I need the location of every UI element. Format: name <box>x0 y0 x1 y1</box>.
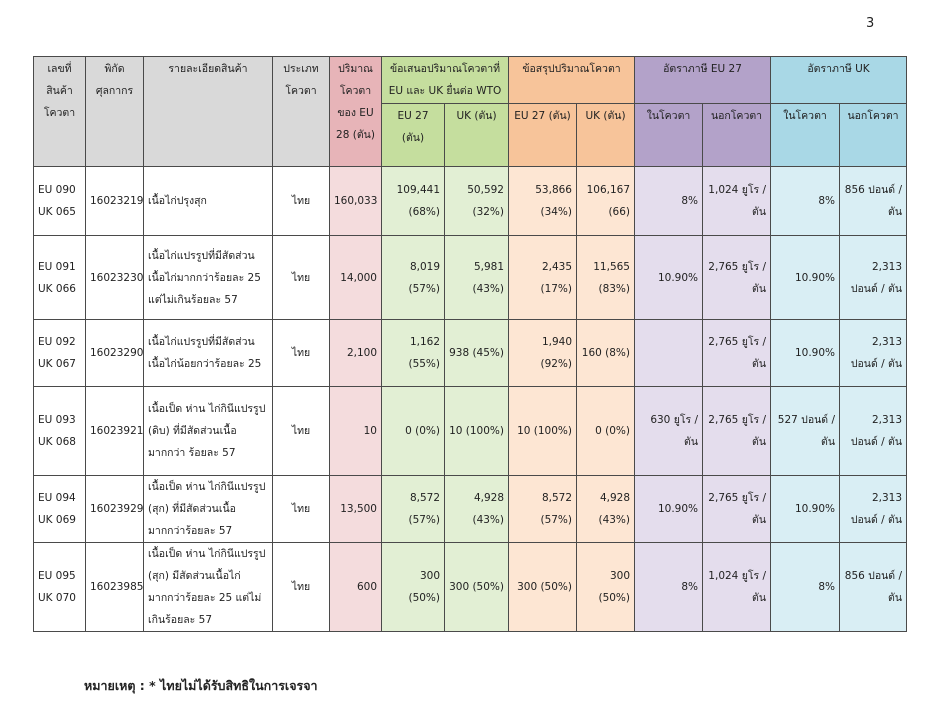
header-eu27-tariff: อัตราภาษี EU 27 <box>635 57 771 104</box>
cell-eu28-volume: 10 <box>330 387 382 476</box>
table-row <box>34 387 907 476</box>
cell-eu-out-quota: 2,765 ยูโร / ตัน <box>703 236 771 320</box>
cell-eu-in-quota: 10.90% <box>635 476 703 543</box>
subheader-uk-in-quota: ในโควตา <box>771 104 840 167</box>
cell-quota-no: EU 094 UK 069 <box>34 476 86 543</box>
cell-wto-eu27: 0 (0%) <box>382 387 445 476</box>
subheader-wto-eu27: EU 27 (ตัน) <box>382 104 445 167</box>
cell-description: เนื้อไก่แปรรูปที่มีสัดส่วนเนื้อไก่น้อยกว่าร้อยละ 25 <box>144 320 273 387</box>
cell-wto-uk: 50,592 (32%) <box>445 167 509 236</box>
header-wto-proposal: ข้อเสนอปริมาณโควตาที่ EU และ UK ยื่นต่อ WTO <box>382 57 509 104</box>
quota-table <box>33 56 907 632</box>
cell-uk-out-quota: 2,313 ปอนด์ / ตัน <box>840 236 907 320</box>
table-row <box>34 167 907 236</box>
table-row <box>34 320 907 387</box>
cell-eu28-volume: 160,033 <box>330 167 382 236</box>
cell-quota-no: EU 091 UK 066 <box>34 236 86 320</box>
cell-summary-eu27: 2,435 (17%) <box>509 236 577 320</box>
cell-description: เนื้อเป็ด ห่าน ไก่กินีแปรรูป (ดิบ) ที่มีสัดส่วนเนื้อมากกว่า ร้อยละ 57 <box>144 387 273 476</box>
cell-quota-type: ไทย <box>273 167 330 236</box>
page-number: 3 <box>866 16 875 31</box>
cell-description: เนื้อไก่แปรรูปที่มีสัดส่วนเนื้อไก่มากกว่าร้อยละ 25 แต่ไม่เกินร้อยละ 57 <box>144 236 273 320</box>
cell-hs-code: 16023985 <box>86 543 144 632</box>
subheader-wto-uk: UK (ตัน) <box>445 104 509 167</box>
cell-uk-out-quota: 2,313 ปอนด์ / ตัน <box>840 387 907 476</box>
cell-hs-code: 16023290 <box>86 320 144 387</box>
table-row <box>34 236 907 320</box>
cell-uk-in-quota: 10.90% <box>771 476 840 543</box>
cell-eu-in-quota <box>635 320 703 387</box>
cell-eu-in-quota: 8% <box>635 543 703 632</box>
header-hs-code: พิกัดศุลกากร <box>86 57 144 167</box>
cell-summary-uk: 4,928 (43%) <box>577 476 635 543</box>
header-eu28-volume: ปริมาณโควตาของ EU 28 (ตัน) <box>330 57 382 167</box>
table-row <box>34 476 907 543</box>
cell-summary-uk: 106,167 (66) <box>577 167 635 236</box>
cell-uk-in-quota: 527 ปอนด์ / ตัน <box>771 387 840 476</box>
cell-quota-no: EU 092 UK 067 <box>34 320 86 387</box>
cell-wto-uk: 300 (50%) <box>445 543 509 632</box>
cell-quota-no: EU 090 UK 065 <box>34 167 86 236</box>
cell-eu-out-quota: 1,024 ยูโร / ตัน <box>703 543 771 632</box>
cell-hs-code: 16023921 <box>86 387 144 476</box>
cell-eu-in-quota: 10.90% <box>635 236 703 320</box>
table-row <box>34 543 907 632</box>
cell-wto-eu27: 8,019 (57%) <box>382 236 445 320</box>
cell-uk-out-quota: 856 ปอนด์ / ตัน <box>840 167 907 236</box>
cell-quota-type: ไทย <box>273 387 330 476</box>
cell-uk-out-quota: 2,313 ปอนด์ / ตัน <box>840 320 907 387</box>
cell-description: เนื้อเป็ด ห่าน ไก่กินีแปรรูป (สุก) มีสัดส่วนเนื้อไก่มากกว่าร้อยละ 25 แต่ไม่เกินร้อยละ 57 <box>144 543 273 632</box>
header-uk-tariff: อัตราภาษี UK <box>771 57 907 104</box>
header-summary: ข้อสรุปปริมาณโควตา <box>509 57 635 104</box>
cell-description: เนื้อเป็ด ห่าน ไก่กินีแปรรูป (สุก) ที่มีสัดส่วนเนื้อมากกว่าร้อยละ 57 <box>144 476 273 543</box>
subheader-uk-out-quota: นอกโควตา <box>840 104 907 167</box>
subheader-summary-uk: UK (ตัน) <box>577 104 635 167</box>
cell-eu-in-quota: 630 ยูโร / ตัน <box>635 387 703 476</box>
cell-summary-uk: 0 (0%) <box>577 387 635 476</box>
cell-wto-uk: 4,928 (43%) <box>445 476 509 543</box>
cell-eu-out-quota: 2,765 ยูโร / ตัน <box>703 387 771 476</box>
cell-hs-code: 16023929 <box>86 476 144 543</box>
cell-hs-code: 16023219 <box>86 167 144 236</box>
cell-summary-eu27: 1,940 (92%) <box>509 320 577 387</box>
cell-wto-uk: 5,981 (43%) <box>445 236 509 320</box>
cell-quota-type: ไทย <box>273 320 330 387</box>
cell-quota-no: EU 095 UK 070 <box>34 543 86 632</box>
cell-summary-uk: 300 (50%) <box>577 543 635 632</box>
cell-wto-eu27: 109,441 (68%) <box>382 167 445 236</box>
cell-uk-in-quota: 8% <box>771 543 840 632</box>
cell-wto-uk: 938 (45%) <box>445 320 509 387</box>
header-quota-type: ประเภทโควตา <box>273 57 330 167</box>
cell-uk-in-quota: 10.90% <box>771 236 840 320</box>
cell-quota-type: ไทย <box>273 476 330 543</box>
cell-eu-out-quota: 2,765 ยูโร / ตัน <box>703 320 771 387</box>
cell-summary-uk: 160 (8%) <box>577 320 635 387</box>
footnote: หมายเหตุ : * ไทยไม่ได้รับสิทธิในการเจรจา <box>84 678 318 693</box>
cell-description: เนื้อไก่ปรุงสุก <box>144 167 273 236</box>
cell-wto-uk: 10 (100%) <box>445 387 509 476</box>
subheader-eu-in-quota: ในโควตา <box>635 104 703 167</box>
cell-eu-out-quota: 2,765 ยูโร / ตัน <box>703 476 771 543</box>
cell-quota-type: ไทย <box>273 236 330 320</box>
cell-eu28-volume: 600 <box>330 543 382 632</box>
cell-eu-in-quota: 8% <box>635 167 703 236</box>
cell-wto-eu27: 8,572 (57%) <box>382 476 445 543</box>
cell-uk-out-quota: 2,313 ปอนด์ / ตัน <box>840 476 907 543</box>
cell-summary-eu27: 10 (100%) <box>509 387 577 476</box>
cell-eu28-volume: 2,100 <box>330 320 382 387</box>
cell-uk-out-quota: 856 ปอนด์ / ตัน <box>840 543 907 632</box>
cell-summary-eu27: 8,572 (57%) <box>509 476 577 543</box>
subheader-summary-eu27: EU 27 (ตัน) <box>509 104 577 167</box>
cell-uk-in-quota: 10.90% <box>771 320 840 387</box>
cell-quota-type: ไทย <box>273 543 330 632</box>
cell-hs-code: 16023230 <box>86 236 144 320</box>
subheader-eu-out-quota: นอกโควตา <box>703 104 771 167</box>
cell-summary-eu27: 300 (50%) <box>509 543 577 632</box>
cell-wto-eu27: 1,162 (55%) <box>382 320 445 387</box>
cell-eu-out-quota: 1,024 ยูโร / ตัน <box>703 167 771 236</box>
cell-wto-eu27: 300 (50%) <box>382 543 445 632</box>
cell-summary-uk: 11,565 (83%) <box>577 236 635 320</box>
cell-eu28-volume: 14,000 <box>330 236 382 320</box>
cell-summary-eu27: 53,866 (34%) <box>509 167 577 236</box>
cell-uk-in-quota: 8% <box>771 167 840 236</box>
header-description: รายละเอียดสินค้า <box>144 57 273 167</box>
cell-quota-no: EU 093 UK 068 <box>34 387 86 476</box>
header-quota-no: เลขที่สินค้าโควตา <box>34 57 86 167</box>
cell-eu28-volume: 13,500 <box>330 476 382 543</box>
